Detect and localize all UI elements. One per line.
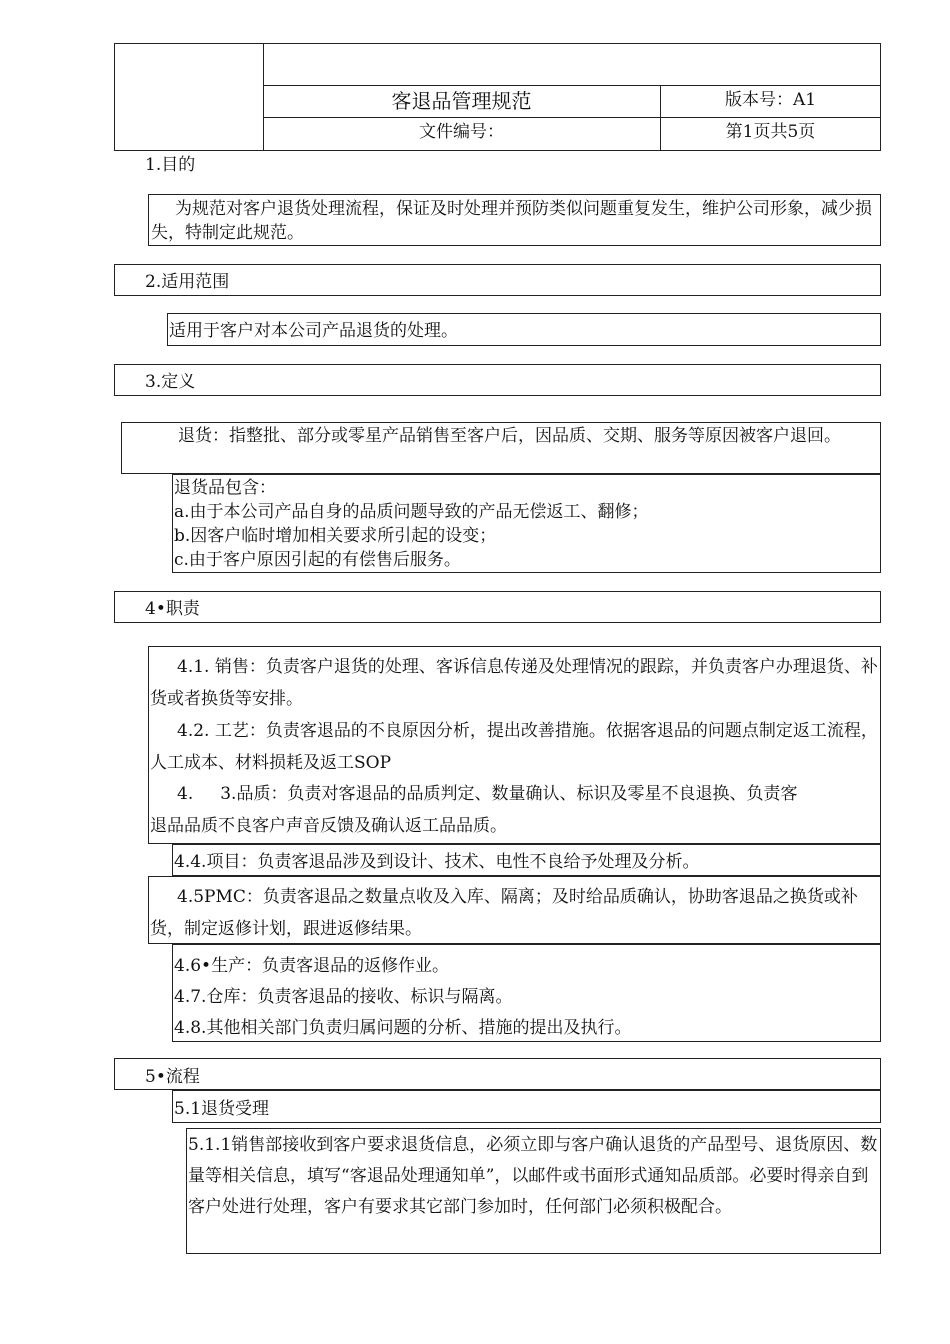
section-1-body-box: [148, 194, 881, 246]
section-3-heading: 3.定义: [145, 372, 196, 392]
list-item: 退货品包含：: [174, 478, 276, 498]
section-2-body: 适用于客户对本公司产品退货的处理。: [169, 321, 458, 341]
duty-sales: 4.1. 销售：负责客户退货的处理、客诉信息传递及处理情况的跟踪，并负责客户办理退货、补货或者换货等安排。: [150, 657, 878, 709]
header-row-divider-1: [263, 85, 881, 86]
duty-quality-line-2: 退品品质不良客户声音反馈及确认返工品品质。: [150, 816, 507, 836]
section-3-heading-box: [114, 364, 881, 396]
section-1-heading: 1.目的: [145, 155, 196, 175]
section-5-1-body: 5.1.1销售部接收到客户要求退货信息，必须立即与客户确认退货的产品型号、退货原因、数量等相关信息，填写“客退品处理通知单”，以邮件或书面形式通知品质部。必要时得亲自到客户处进行处理，客户有要求其它部门参加时，任何部门必须积极配合。: [188, 1135, 878, 1217]
list-item: b.因客户临时增加相关要求所引起的设变；: [174, 526, 497, 546]
duty-warehouse: 4.7.仓库：负责客退品的接收、标识与隔离。: [174, 987, 513, 1007]
section-4-duty-project-box: [172, 844, 881, 876]
duty-process: 4.2. 工艺：负责客退品的不良原因分析，提出改善措施。依据客退品的问题点制定返工流程，人工成本、材料损耗及返工SOP: [150, 721, 878, 773]
section-4-heading: 4•职责: [145, 599, 200, 619]
duty-project: 4.4.项目：负责客退品涉及到设计、技术、电性不良给予处理及分析。: [174, 852, 700, 872]
list-item: c.由于客户原因引起的有偿售后服务。: [174, 550, 461, 570]
header-row-divider-2: [263, 117, 881, 118]
section-2-heading-box: [114, 264, 881, 296]
section-4-duties-box-1: [148, 646, 881, 844]
document-title: 客退品管理规范: [391, 89, 532, 113]
section-5-heading-box: [114, 1058, 881, 1090]
section-5-heading: 5•流程: [145, 1067, 200, 1087]
list-item: a.由于本公司产品自身的品质问题导致的产品无偿返工、翻修；: [174, 502, 649, 522]
version-number: 版本号：A1: [724, 90, 817, 110]
document-number: 文件编号：: [419, 122, 504, 142]
section-4-duties-box-2: [172, 944, 881, 1042]
section-3-definition-box: [121, 422, 881, 474]
section-5-1-heading-box: [172, 1090, 881, 1123]
section-3-definition: 退货：指整批、部分或零星产品销售至客户后，因品质、交期、服务等原因被客户退回。: [178, 426, 841, 446]
duty-quality-line-1: 4. 3.品质：负责对客退品的品质判定、数量确认、标识及零星不良退换、负责客: [177, 784, 798, 804]
duty-production: 4.6•生产：负责客退品的返修作业。: [174, 956, 450, 976]
section-5-1-heading: 5.1退货受理: [174, 1099, 270, 1119]
duty-pmc: 4.5PMC：负责客退品之数量点收及入库、隔离；及时给品质确认，协助客退品之换货或补货，制定返修计划，跟进返修结果。: [150, 887, 858, 939]
page-number: 第1页共5页: [725, 122, 816, 142]
section-5-1-body-box: [186, 1128, 881, 1254]
section-2-body-box: [167, 313, 881, 346]
duty-other: 4.8.其他相关部门负责归属问题的分析、措施的提出及执行。: [174, 1018, 632, 1038]
section-3-items-box: [172, 474, 881, 573]
section-1-body: 为规范对客户退货处理流程，保证及时处理并预防类似问题重复发生，维护公司形象，减少损失，特制定此规范。: [151, 199, 872, 243]
section-2-heading: 2.适用范围: [145, 272, 230, 292]
section-4-heading-box: [114, 591, 881, 623]
section-4-duty-pmc-box: [148, 876, 881, 944]
